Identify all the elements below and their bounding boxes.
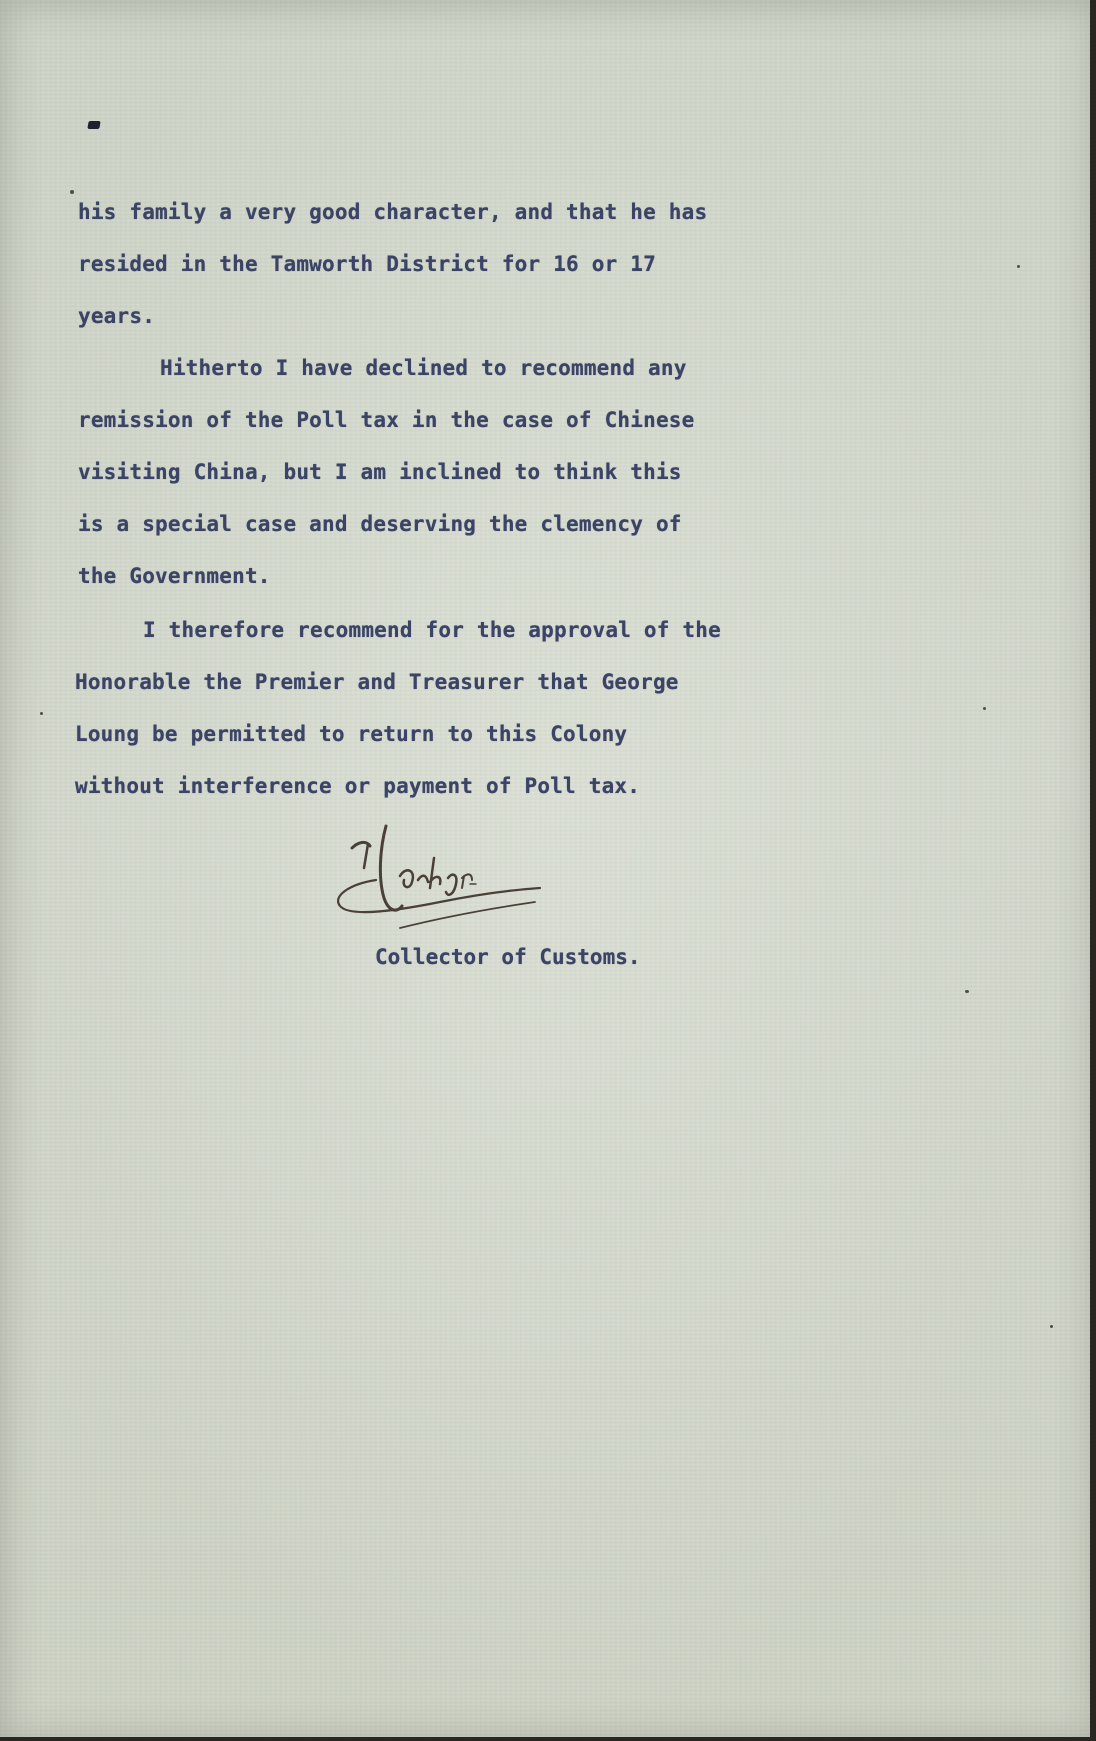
letter-line: Honorable the Premier and Treasurer that George	[75, 670, 679, 694]
letter-line: visiting China, but I am inclined to think this	[78, 460, 682, 484]
page-edge-bottom	[0, 1737, 1096, 1741]
paper-speck	[965, 990, 969, 993]
ink-blot	[87, 121, 100, 129]
paper-speck	[983, 707, 986, 710]
paper-speck	[70, 190, 74, 194]
letter-line: is a special case and deserving the clemency of	[78, 512, 682, 536]
letter-line: years.	[78, 304, 156, 328]
letter-line: his family a very good character, and that he has	[78, 200, 708, 224]
signer-title: Collector of Customs.	[375, 945, 641, 969]
letter-line: remission of the Poll tax in the case of Chinese	[78, 408, 695, 432]
paper-speck	[1050, 1325, 1053, 1328]
paper-speck	[1017, 265, 1020, 268]
letter-line: Hitherto I have declined to recommend any	[160, 356, 687, 380]
letter-line: Loung be permitted to return to this Colony	[75, 722, 628, 746]
letter-line: without interference or payment of Poll tax.	[75, 774, 641, 798]
handwritten-signature	[330, 818, 580, 938]
page-edge-right	[1090, 0, 1096, 1741]
letter-line: I therefore recommend for the approval of the	[143, 618, 721, 642]
paper-speck	[40, 712, 43, 715]
letter-line: resided in the Tamworth District for 16 or 17	[78, 252, 656, 276]
letter-line: the Government.	[78, 564, 271, 588]
